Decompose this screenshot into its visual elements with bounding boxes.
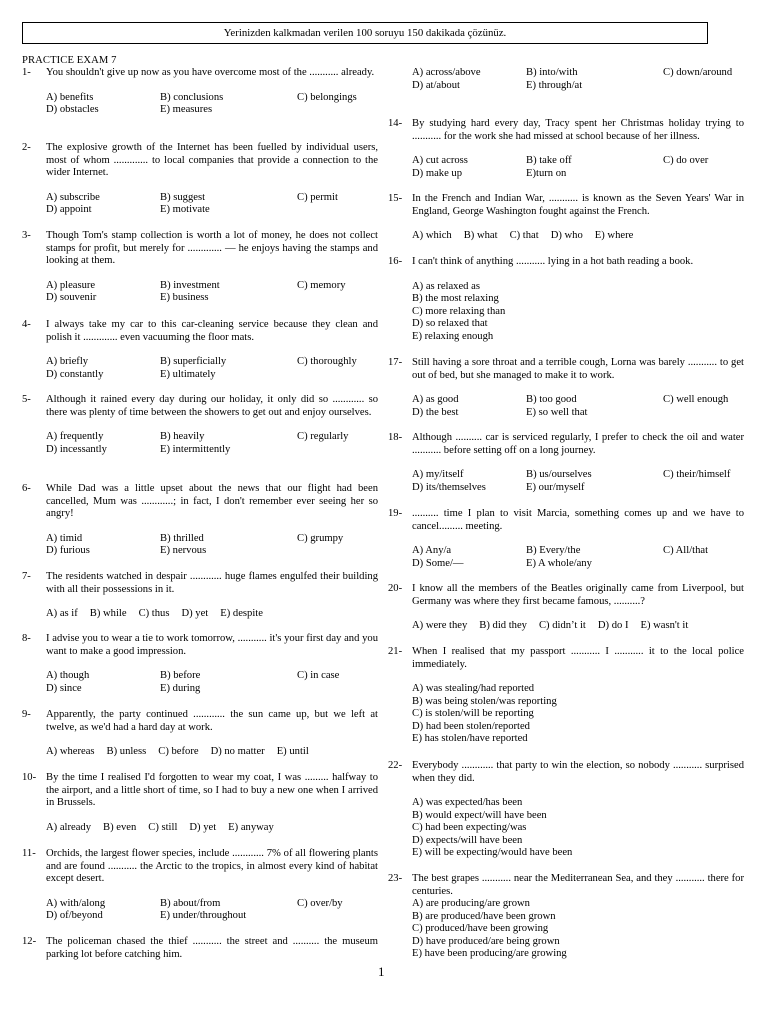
question-row [22, 394, 378, 419]
answer-option[interactable]: E) our/myself [526, 481, 585, 493]
answer-option[interactable]: E)turn on [526, 167, 567, 179]
answer-options [412, 155, 744, 180]
question-block [388, 508, 744, 570]
answer-option[interactable]: B) while [89, 608, 127, 619]
question-number: 7- [22, 571, 31, 582]
page-number: 1 [378, 964, 385, 979]
answer-option[interactable]: E) A whole/any [526, 557, 592, 569]
question-number: 21- [388, 646, 403, 657]
answer-option[interactable]: D) Some/— [412, 557, 464, 569]
question-number: 4- [22, 319, 31, 330]
answer-options [412, 281, 744, 344]
question-number: 12- [22, 936, 37, 947]
answer-option[interactable]: D) obstacles [46, 104, 99, 115]
answer-option[interactable]: A) pleasure [46, 279, 96, 291]
question-number: 8- [22, 633, 31, 644]
answer-option[interactable]: A) timid [46, 532, 83, 544]
question-text: Though Tom's stamp collection is worth a lot of money, he does not collect stamps for profit, but merely for ............. — he enjoys having the stamps and looking at them. [46, 230, 378, 266]
question-number: 9- [22, 709, 31, 720]
question-block [388, 357, 744, 419]
question-text: I know all the members of the Beatles originally came from Liverpool, but Germany was where they first became famous, ..........? [412, 583, 744, 607]
answer-option[interactable]: B) did they [479, 620, 527, 631]
answer-option[interactable]: E) nervous [160, 545, 207, 556]
question-number: 5- [22, 394, 31, 405]
answer-option[interactable]: B) was being stolen/was reporting [412, 695, 557, 707]
answer-option[interactable]: E) motivate [160, 204, 210, 215]
answer-option[interactable]: B) before [160, 670, 201, 681]
answer-option[interactable]: B) suggest [160, 191, 206, 203]
question-text: Everybody ............ that party to win the election, so nobody ........... surprised when they did. [412, 760, 744, 784]
answer-option[interactable]: A) which [412, 230, 452, 241]
answer-option[interactable]: D) expects/will have been [412, 834, 523, 846]
answer-option[interactable]: C) that [509, 230, 539, 241]
answer-option[interactable]: E) so well that [526, 406, 588, 418]
question-text: I can't think of anything ........... lying in a hot bath reading a book. [412, 256, 694, 267]
answer-option[interactable]: B) about/from [160, 897, 221, 909]
question-number: 6- [22, 483, 31, 494]
question-text: The best grapes ........... near the Mediterranean Sea, and they ........... there for centuries. [412, 873, 744, 897]
question-block [388, 760, 744, 860]
answer-option[interactable]: A) with/along [46, 897, 106, 909]
answer-option[interactable]: A) benefits [46, 91, 94, 103]
answer-options [412, 469, 744, 494]
answer-option[interactable]: A) as good [412, 394, 459, 405]
answer-option[interactable]: C) their/himself [663, 469, 731, 480]
answer-option[interactable]: A) Any/a [412, 545, 452, 556]
answer-options [412, 67, 744, 92]
answer-option[interactable]: B) take off [526, 155, 572, 166]
answer-option[interactable]: B) thrilled [160, 532, 204, 544]
question-row [22, 230, 378, 268]
answer-options [412, 230, 744, 243]
answer-options [412, 620, 744, 633]
question-text: The policeman chased the thief ........... the street and .......... the museum parking lot before catching him. [46, 936, 378, 960]
question-block [388, 193, 744, 243]
answer-option[interactable]: B) too good [526, 394, 577, 405]
question-block [22, 142, 378, 217]
answer-option[interactable]: B) conclusions [160, 91, 224, 103]
question-block [22, 936, 378, 961]
answer-option[interactable]: C) more relaxing than [412, 305, 506, 317]
answer-option[interactable]: A) frequently [46, 431, 104, 442]
answer-option[interactable]: B) us/ourselves [526, 469, 592, 480]
answer-option[interactable]: D) souvenir [46, 292, 97, 303]
answer-option[interactable]: D) yet [181, 608, 209, 619]
question-text: The explosive growth of the Internet has been fuelled by individual users, most of whom ............. to local companies that provide a connection to the wider Internet. [46, 142, 378, 178]
question-number: 16- [388, 256, 403, 267]
answer-option[interactable]: D) had been stolen/reported [412, 720, 530, 732]
answer-option[interactable]: A) though [46, 670, 90, 681]
answer-option[interactable]: E) until [276, 746, 309, 757]
answer-option[interactable]: C) memory [297, 279, 346, 291]
question-row [22, 936, 378, 961]
question-row [22, 67, 378, 80]
answer-option[interactable]: C) regularly [297, 431, 349, 442]
question-block [22, 230, 378, 305]
instructions-box [22, 22, 708, 44]
answer-option[interactable]: D) the best [412, 406, 459, 418]
question-number: 15- [388, 193, 403, 204]
answer-option[interactable]: B) what [463, 230, 498, 241]
answer-option[interactable]: A) across/above [412, 67, 481, 78]
answer-option[interactable]: B) heavily [160, 431, 205, 442]
answer-option[interactable]: A) as relaxed as [412, 280, 480, 292]
answer-option[interactable]: B) would expect/will have been [412, 809, 547, 821]
answer-options [412, 898, 744, 961]
question-text: Although it rained every day during our holiday, it only did so ............ so there was plenty of time between the showers to get out and enjoy ourselves. [46, 394, 378, 418]
answer-option[interactable]: D) yet [189, 821, 217, 833]
instructions-text: Yerinizden kalkmadan verilen 100 soruyu 150 dakikada çözünüz. [223, 26, 507, 39]
question-row [22, 319, 378, 344]
answer-option[interactable]: E) where [594, 230, 634, 241]
answer-option[interactable]: C) well enough [663, 394, 729, 405]
question-row [388, 118, 744, 143]
question-row [388, 760, 744, 785]
answer-option[interactable]: A) are producing/are grown [412, 898, 530, 909]
question-text: Although .......... car is serviced regularly, I prefer to check the oil and water ........... before setting off on a long journey. [412, 432, 744, 456]
answer-option[interactable]: E) through/at [526, 79, 583, 91]
answer-option[interactable]: D) furious [46, 545, 90, 556]
question-text: You shouldn't give up now as you have overcome most of the ........... already. [46, 67, 375, 78]
answer-options [46, 280, 378, 305]
answer-option[interactable]: A) as if [46, 608, 78, 619]
question-row [388, 256, 744, 269]
answer-option[interactable]: E) despite [220, 608, 263, 619]
answer-option[interactable]: D) have produced/are being grown [412, 935, 560, 947]
answer-option[interactable]: D) appoint [46, 204, 92, 215]
answer-option[interactable]: E) will be expecting/would have been [412, 847, 573, 858]
question-block [388, 646, 744, 746]
answer-option[interactable]: D) who [550, 230, 583, 241]
answer-option[interactable]: B) unless [106, 746, 147, 757]
question-row [22, 848, 378, 886]
question-row [22, 709, 378, 734]
question-number: 23- [388, 873, 403, 884]
answer-option[interactable]: A) were they [412, 620, 468, 631]
answer-options [46, 822, 378, 835]
answer-options [412, 797, 744, 860]
answer-option[interactable]: C) still [148, 821, 178, 833]
answer-options [46, 608, 378, 621]
exam-title: PRACTICE EXAM 7 [22, 55, 117, 66]
question-number: 1- [22, 67, 31, 78]
question-block [22, 483, 378, 558]
question-row [22, 142, 378, 180]
answer-options [46, 898, 378, 923]
answer-option[interactable]: B) superficially [160, 356, 227, 367]
answer-options [46, 670, 378, 695]
question-block [22, 772, 378, 834]
answer-option[interactable]: C) in case [297, 670, 340, 681]
question-number: 11- [22, 848, 36, 859]
answer-options [412, 683, 744, 746]
answer-options [412, 394, 744, 419]
question-text: .......... time I plan to visit Marcia, something comes up and we have to cancel......... meeting. [412, 508, 744, 532]
answer-option[interactable]: D) since [46, 682, 82, 694]
question-row [22, 772, 378, 810]
answer-options [46, 192, 378, 217]
answer-options [412, 545, 744, 570]
question-text: By studying hard every day, Tracy spent her Christmas holiday trying to ........... for the work she had missed at school because of her illness. [412, 118, 744, 142]
answer-option[interactable]: C) belongings [297, 91, 357, 103]
answer-option[interactable]: E) intermittently [160, 443, 231, 455]
question-row [388, 508, 744, 533]
question-number: 14- [388, 118, 403, 129]
answer-option[interactable]: D) so relaxed that [412, 318, 488, 329]
question-block [388, 583, 744, 633]
question-text: Apparently, the party continued ............ the sun came up, but we left at twelve, as we'd had a hard day at work. [46, 709, 378, 733]
answer-option[interactable]: A) briefly [46, 356, 89, 367]
answer-option[interactable]: C) thoroughly [297, 356, 357, 367]
answer-option[interactable]: E) have been producing/are growing [412, 948, 567, 959]
question-row [388, 432, 744, 457]
question-row [388, 193, 744, 218]
answer-option[interactable]: C) over/by [297, 897, 343, 909]
question-text: By the time I realised I'd forgotten to wear my coat, I was ......... halfway to the airport, and a little short of time, so I had to buy a new one when I arrived in Brussels. [46, 772, 378, 808]
answer-option[interactable]: A) was expected/has been [412, 797, 523, 808]
answer-option[interactable]: D) do I [597, 620, 629, 631]
answer-option[interactable]: C) produced/have been growing [412, 923, 549, 934]
answer-option[interactable]: C) before [158, 746, 199, 757]
question-block [22, 848, 378, 923]
question-text: Orchids, the largest flower species, include ............ 7% of all flowering plants and are found ........... the Arctic to the tropics, in almost every kind of habitat except desert. [46, 848, 378, 884]
answer-option[interactable]: D) constantly [46, 368, 104, 380]
question-number: 18- [388, 432, 403, 443]
answer-option[interactable]: B) investment [160, 279, 220, 291]
question-row [388, 357, 744, 382]
question-number: 10- [22, 772, 37, 783]
question-text: While Dad was a little upset about the news that our flight had been cancelled, Mum was ............; in fact, I don't remember ever seeing her so angry! [46, 483, 378, 519]
answer-option[interactable]: C) All/that [663, 545, 709, 556]
answer-option[interactable]: C) had been expecting/was [412, 822, 527, 833]
answer-option[interactable]: C) grumpy [297, 532, 344, 544]
answer-option[interactable]: B) are produced/have been grown [412, 910, 556, 922]
answer-options [46, 92, 378, 117]
answer-option[interactable]: C) is stolen/will be reporting [412, 708, 534, 719]
answer-option[interactable]: C) do over [663, 155, 709, 166]
answer-option[interactable]: B) the most relaxing [412, 293, 499, 304]
question-block [22, 709, 378, 759]
question-block [22, 633, 378, 695]
answer-option[interactable]: A) my/itself [412, 469, 464, 480]
question-text: The residents watched in despair ............ huge flames engulfed their building with all their possessions in it. [46, 571, 378, 595]
question-row [388, 583, 744, 608]
answer-options [46, 533, 378, 558]
question-number: 3- [22, 230, 31, 241]
answer-option[interactable]: A) subscribe [46, 191, 100, 203]
question-number: 17- [388, 357, 403, 368]
answer-option[interactable]: B) into/with [526, 67, 578, 78]
question-text: I always take my car to this car-cleaning service because they clean and polish it ............. even vacuuming the floor mats. [46, 319, 378, 343]
question-block [388, 118, 744, 180]
question-block [22, 319, 378, 381]
answer-option[interactable]: E) under/throughout [160, 910, 247, 921]
question-number: 20- [388, 583, 403, 594]
answer-option[interactable]: A) already [46, 821, 91, 833]
question-block [388, 256, 744, 343]
answer-option[interactable]: E) has stolen/have reported [412, 733, 528, 744]
answer-option[interactable]: E) measures [160, 104, 213, 115]
question-text: Still having a sore throat and a terrible cough, Lorna was barely ........... to get out of bed, but she managed to make it to work. [412, 357, 744, 381]
answer-option[interactable]: B) Every/the [526, 545, 581, 556]
answer-options [46, 356, 378, 381]
answer-option[interactable]: E) business [160, 292, 209, 303]
question-text: When I realised that my passport ........... I ........... it to the local police immediately. [412, 646, 744, 670]
answer-option[interactable]: A) cut across [412, 155, 468, 166]
answer-options [46, 431, 378, 456]
answer-option[interactable]: D) of/beyond [46, 910, 103, 921]
question-block [388, 873, 744, 961]
answer-options [46, 746, 378, 759]
question-block [22, 394, 378, 456]
question-number: 19- [388, 508, 403, 519]
question-number: 22- [388, 760, 403, 771]
question-text: In the French and Indian War, ........... is known as the Seven Years' War in England, George Washington fought against the French. [412, 193, 744, 217]
question-text: I advise you to wear a tie to work tomorrow, ........... it's your first day and you want to make a good impression. [46, 633, 378, 657]
answer-option[interactable]: D) no matter [210, 746, 265, 757]
question-row [22, 483, 378, 521]
answer-option[interactable]: A) was stealing/had reported [412, 683, 535, 694]
question-row [388, 873, 744, 898]
question-row [22, 633, 378, 658]
answer-option[interactable]: E) wasn't it [640, 620, 689, 631]
answer-option[interactable]: C) didn’t it [538, 620, 586, 631]
answer-option[interactable]: D) at/about [412, 79, 460, 91]
question-block [388, 432, 744, 494]
answer-option[interactable]: E) relaxing enough [412, 330, 494, 342]
answer-option[interactable]: B) even [103, 821, 137, 833]
answer-option[interactable]: E) ultimately [160, 368, 216, 380]
answer-option[interactable]: C) thus [138, 608, 170, 619]
answer-option[interactable]: D) make up [412, 167, 463, 179]
question-row [388, 646, 744, 671]
question-row [22, 571, 378, 596]
question-number: 2- [22, 142, 31, 153]
answer-option[interactable]: D) its/themselves [412, 481, 486, 493]
question-block [22, 67, 378, 117]
question-block [388, 67, 744, 92]
answer-option[interactable]: C) down/around [663, 67, 733, 78]
answer-option[interactable]: A) whereas [46, 746, 95, 757]
answer-option[interactable]: E) anyway [228, 821, 274, 833]
answer-option[interactable]: C) permit [297, 191, 338, 203]
question-block [22, 571, 378, 621]
answer-option[interactable]: D) incessantly [46, 443, 107, 455]
answer-option[interactable]: E) during [160, 682, 201, 694]
